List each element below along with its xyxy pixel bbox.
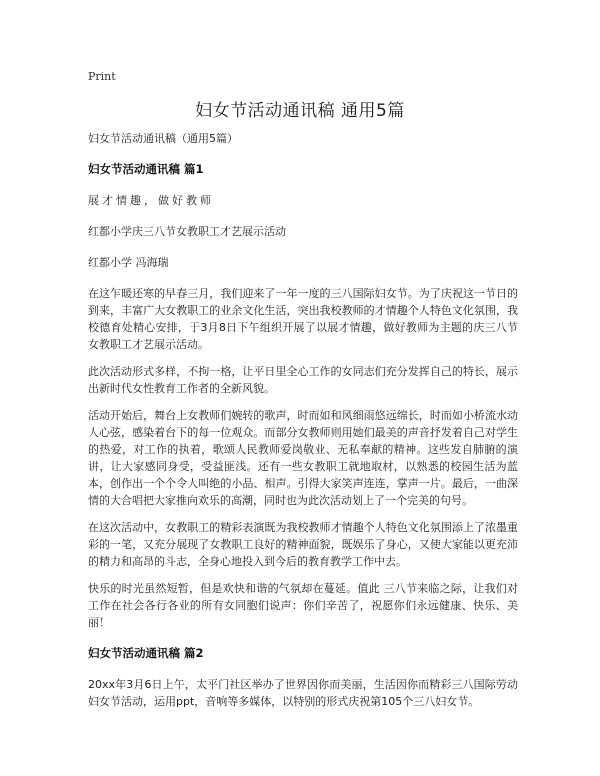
author-line: 红都小学 冯海瑞	[88, 256, 169, 269]
section-heading-1: 妇女节活动通讯稿 篇1	[88, 162, 204, 176]
paragraph: 在这乍暖还寒的早春三月，我们迎来了一年一度的三八国际妇女节。为了庆祝这一节日的到来，丰富广大女教职工的业余文化生活，突出我校教师的才情趣个人特色文化氛围，我校德育处精心安排，于3月8日下午组织开展了以展才情趣，做好教师为主题的庆三八节 女教职工才艺展示活动。	[88, 287, 518, 351]
page-title: 妇女节活动通讯稿 通用5篇	[195, 101, 405, 121]
paragraph: 快乐的时光虽然短暂，但是欢快和谐的气氛却在蔓延。值此 三八节来临之际，让我们对工作在社会各行各业的所有女同胞们说声：你们辛苦了，祝愿你们永远健康、快乐、美丽！	[88, 582, 518, 629]
paragraph: 活动开始后，舞台上女教师们婉转的歌声，时而如和风细雨悠远绵长，时而如小桥流水动人心弦，感染着台下的每一位观众。而部分女教师则用她们最美的声音抒发着自己对学生的热爱，对工作的执着，歌颂人民教师爱岗敬业、无私奉献的精神。这些发自肺腑的演讲，让大家感同身受，受益匪浅。还有一些女教职工就地取材，以熟悉的校园生活为蓝本，创作出一个个令人叫绝的小品、相声。引得大家笑声连连，掌声一片。最后，一曲深情的大合唱把大家推向欢乐的高潮，同时也为此次活动划上了一个完美的句号。	[88, 409, 518, 507]
tagline: 展才情趣，做好教师	[88, 194, 214, 207]
document-body	[88, 130, 518, 710]
paragraph: 20xx年3月6日上午，太平门社区举办了世界因你而美丽，生活因你而精彩三八国际劳动妇女节活动，运用ppt，音响等多媒体，以特别的形式庆祝第105个三八妇女节。	[88, 678, 518, 708]
event-title: 红都小学庆三八节女教职工才艺展示活动	[88, 225, 286, 238]
print-label: Print	[88, 70, 116, 83]
paragraph: 此次活动形式多样，不拘一格，让平日里全心工作的女同志们充分发挥自己的特长，展示出新时代女性教育工作者的全新风貌。	[88, 365, 518, 395]
document-subtitle: 妇女节活动通讯稿（通用5篇）	[88, 132, 238, 145]
section-heading-2: 妇女节活动通讯稿 篇2	[88, 646, 204, 660]
paragraph: 在这次活动中，女教职工的精彩表演既为我校教师才情趣个人特色文化氛围添上了浓墨重彩的一笔，又充分展现了女教职工良好的精神面貌，既娱乐了身心，又使大家能以更充沛的精力和高昂的斗志，全身心地投入到今后的教育教学工作中去。	[88, 521, 518, 568]
